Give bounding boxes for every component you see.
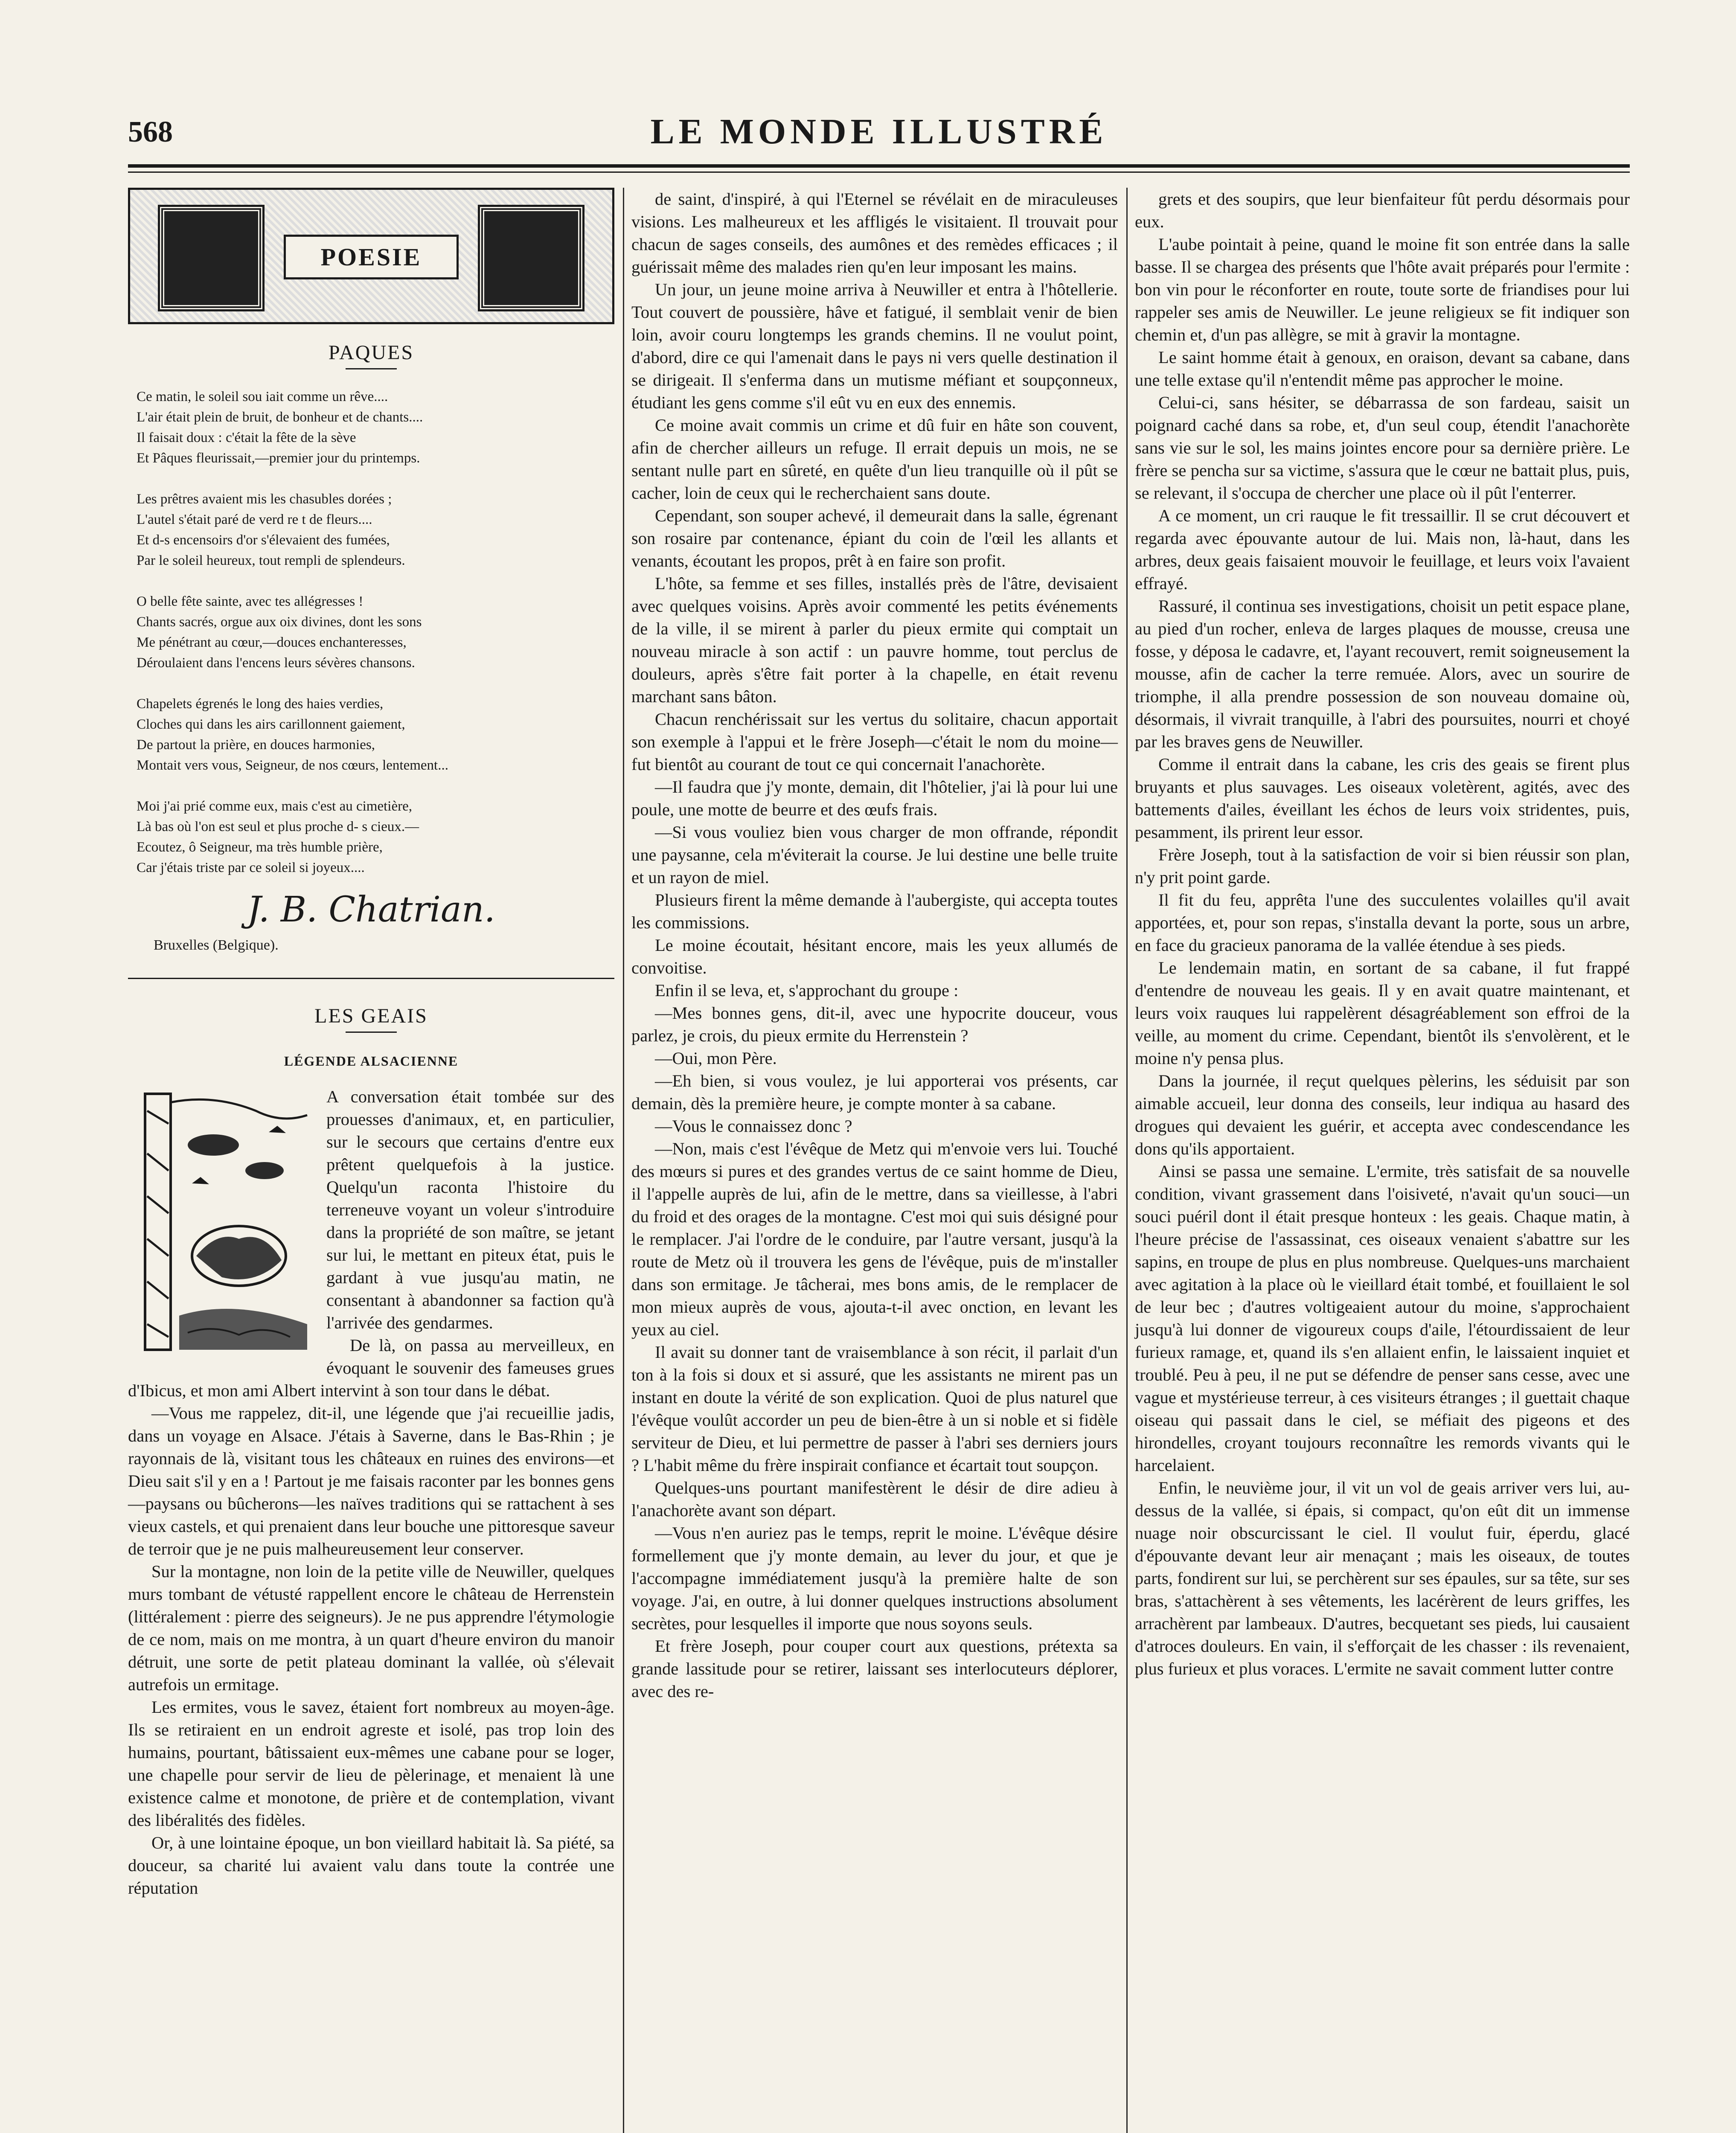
column-divider <box>623 188 624 2133</box>
story-text-col3 <box>1135 188 1630 1680</box>
paragraph: —Non, mais c'est l'évêque de Metz qui m'envoie vers lui. Touché des mœurs si pures et des grandes vertus de ce saint homme de Dieu, il l'appelle auprès de lui, afin de le mettre, dans sa vieillesse, à l'abri du froid et des orages de la montagne. C'est moi qui suis désigné pour le remplacer. J'ai l'ordre de le conduire, par l'autre versant, jusqu'à la route de Metz où il trouvera les gens de l'évêque, puis de m'installer dans son ermitage. Je tâcherai, mes bons amis, de le remplacer de mon mieux auprès de vous, ajouta-t-il avec onction, en levant les yeux au ciel. <box>631 1139 1118 1339</box>
paragraph: —Vous n'en auriez pas le temps, reprit le moine. L'évêque désire formellement que j'y monte demain, au lever du jour, et que je l'accompagne immédiatement jusqu'à la première halte de son voyage. J'ai, en outre, à lui donner quelques instructions absolument secrètes, pour lesquelles il importe que nous soyons seuls. <box>631 1523 1118 1633</box>
masthead: LE MONDE ILLUSTRÉ <box>650 112 1108 151</box>
paragraph: Quelques-uns pourtant manifestèrent le désir de dire adieu à l'anachorète avant son départ. <box>631 1478 1118 1520</box>
paragraph: Le saint homme était à genoux, en oraison, devant sa cabane, dans une telle extase qu'il n'entendit même pas approcher le moine. <box>1135 348 1630 389</box>
paragraph: —Si vous vouliez bien vous charger de mon offrande, répondit une paysanne, cela m'éviterait la course. Je lui destine une belle truite et un rayon de miel. <box>631 822 1118 887</box>
poem-stanza <box>128 489 614 571</box>
story-subtitle: LÉGENDE ALSACIENNE <box>284 1053 459 1069</box>
poesie-banner <box>128 188 614 324</box>
paragraph: —Eh bien, si vous voulez, je lui apporterai vos présents, car demain, dès la première heure, je compte monter à sa cabane. <box>631 1071 1118 1113</box>
title-rule <box>346 1032 397 1033</box>
poem-line: Déroulaient dans l'encens leurs sévères chansons. <box>137 655 415 671</box>
paragraph: Un jour, un jeune moine arriva à Neuwiller et entra à l'hôtellerie. Tout couvert de poussière, hâve et fatigué, il semblait venir de bien loin, avoir couru longtemps les grands chemins. Il ne voulut point, d'abord, dire ce qui l'amenait dans le pays ni vers quelle destination il se dirigeait. Il s'enferma dans un mutisme méfiant et soupçonneux, étudiant les gens comme s'il eût vu en eux des ennemis. <box>631 280 1118 412</box>
paragraph: A conversation était tombée sur des prouesses d'animaux, et, en particulier, sur le secours que certains d'entre eux prêtent quelquefois à la justice. Quelqu'un raconta l'histoire du terreneuve voyant un voleur s'introduire dans la propriété de son maître, se jetant sur lui, le mettant en piteux état, puis le gardant à vue jusqu'au matin, ne consentant à abandonner sa faction qu'à l'arrivée des gendarmes. <box>326 1087 614 1332</box>
paragraph: Cependant, son souper achevé, il demeurait dans la salle, égrenant son rosaire par contenance, épiant du coin de l'œil les allants et venants, écoutant les propos, prêt à en faire son profit. <box>631 506 1118 570</box>
poem-line: Il faisait doux : c'était la fête de la sève <box>137 430 356 445</box>
story-title: LES GEAIS <box>314 1005 428 1027</box>
paragraph: Chacun renchérissait sur les vertus du solitaire, chacun apportait son exemple à l'appui et le frère Joseph—c'était le nom du moine—fut bientôt au courant de tout ce qui concernait l'anachorète. <box>631 709 1118 774</box>
paragraph: —Vous me rappelez, dit-il, une légende que j'ai recueillie jadis, dans un voyage en Alsace. J'étais à Saverne, dans le Bas-Rhin ; je rayonnais de là, visitant tous les châteaux en ruines des environs—et Dieu sait s'il y en a ! Partout je me faisais raconter par les bonnes gens—paysans ou bûcherons—les naïves traditions qui se rattachent à ses vieux castels, et qui prenaient dans leur bouche une pittoresque saveur de terroir que je ne puis malheureusement leur conserver. <box>128 1404 614 1558</box>
page-number: 568 <box>128 116 173 148</box>
paragraph: Le lendemain matin, en sortant de sa cabane, il fut frappé d'entendre de nouveau les geais. Il y en avait quatre maintenant, et leurs voix rauques lui rappelèrent désagréablement son effroi de la veille, au moment du crime. Cependant, bientôt ils s'envolèrent, et le moine n'y pensa plus. <box>1135 958 1630 1068</box>
paragraph: Enfin il se leva, et, s'approchant du groupe : <box>655 981 959 1000</box>
ornament-right-icon <box>480 207 582 309</box>
column-1 <box>128 188 614 1899</box>
poem-line: L'air était plein de bruit, de bonheur et de chants.... <box>137 410 423 425</box>
paragraph: Sur la montagne, non loin de la petite ville de Neuwiller, quelques murs tombant de vétusté rappellent encore le château de Herrenstein (littéralement : pierre des seigneurs). Je ne pus apprendre l'étymologie de ce nom, mais on me montra, à un quart d'heure environ du manoir détruit, une sorte de petit plateau dominant la vallée, où s'élevait autrefois un ermitage. <box>128 1562 614 1694</box>
poem-line: Ecoutez, ô Seigneur, ma très humble prière, <box>137 840 383 855</box>
paragraph: De là, on passa au merveilleux, en évoquant le souvenir des fameuses grues d'Ibicus, et mon ami Albert intervint à son tour dans le débat. <box>128 1336 614 1400</box>
poem-line: Me pénétrant au cœur,—douces enchanteresses, <box>137 635 407 650</box>
signature: J. B. Chatrian. <box>247 889 495 930</box>
poem-stanza <box>128 796 614 878</box>
paragraph: Il avait su donner tant de vraisemblance à son récit, il parlait d'un ton à la fois si doux et si assuré, que les assistants ne mirent pas un instant en doute la vérité de son explication. Quoi de plus naturel que l'évêque voulût accorder un peu de bien-être à un si noble et si fidèle serviteur de Dieu, et lui permettre de passer à l'abri ses derniers jours ? L'habit même du frère inspirait confiance et écartait tout soupçon. <box>631 1343 1118 1475</box>
paragraph: L'aube pointait à peine, quand le moine fit son entrée dans la salle basse. Il se chargea des présents que l'hôte avait préparés pour l'ermite : bon vin pour le réconforter en route, toute sorte de friandises pour lui rappeler ses amis de Neuwiller. Le jeune religieux se fit indiquer son chemin et, d'un pas allègre, se mit à gravir la montagne. <box>1135 235 1630 344</box>
poem-line: Et d-s encensoirs d'or s'élevaient des fumées, <box>137 532 390 548</box>
paragraph: —Vous le connaissez donc ? <box>655 1116 852 1136</box>
paragraph: Les ermites, vous le savez, étaient fort nombreux au moyen-âge. Ils se retiraient en un endroit agreste et isolé, pas trop loin des humains, pourtant, bâtissaient eux-mêmes une cabane pour se loger, une chapelle pour servir de lieu de pèlerinage, et menaient là une existence calme et monotone, de prière et de contemplation, vivant des libéralités des fidèles. <box>128 1697 614 1830</box>
poem-stanza <box>128 694 614 776</box>
paragraph: Le moine écoutait, hésitant encore, mais les yeux allumés de convoitise. <box>631 936 1118 977</box>
column-divider <box>1126 188 1128 2133</box>
paragraph: de saint, d'inspiré, à qui l'Eternel se révélait en de miraculeuses visions. Les malheureux et les affligés le visitaient. Il trouvait pour chacun de sages conseils, des aumônes et des remèdes efficaces ; il guérissait même des malades rien qu'en leur imposant les mains. <box>631 189 1118 276</box>
place-line: Bruxelles (Belgique). <box>154 937 279 953</box>
paragraph: grets et des soupirs, que leur bienfaiteur fût perdu désormais pour eux. <box>1135 189 1630 231</box>
poesie-label: POESIE <box>284 235 459 279</box>
poem-line: Les prêtres avaient mis les chasubles dorées ; <box>137 491 392 507</box>
poem <box>128 386 614 878</box>
paragraph: Comme il entrait dans la cabane, les cris des geais se firent plus bruyants et plus sauvages. Les oiseaux voletèrent, agités, avec des battements d'ailes, éveillant les échos de leurs voix stridentes, puis, pesamment, ils prirent leur essor. <box>1135 755 1630 842</box>
poem-line: Chants sacrés, orgue aux oix divines, dont les sons <box>137 614 422 630</box>
poem-line: O belle fête sainte, avec tes allégresses ! <box>137 594 363 609</box>
paragraph: —Oui, mon Père. <box>655 1049 777 1068</box>
paragraph: Celui-ci, sans hésiter, se débarrassa de son fardeau, saisit un poignard caché dans sa robe, et, d'un seul coup, étendit l'anachorète sans vie sur le sol, les mains jointes encore pour sa dernière prière. Le frère se pencha sur sa victime, s'assura que le cœur ne battait plus, puis, se relevant, il s'occupa de chercher une place où il pût l'enterrer. <box>1135 393 1630 503</box>
header-rule <box>128 164 1630 168</box>
page-header <box>128 107 1630 158</box>
tree-illustration-icon <box>128 1085 316 1363</box>
section-separator <box>128 978 614 979</box>
paragraph: —Il faudra que j'y monte, demain, dit l'hôtelier, j'ai là pour lui une poule, une motte de beurre et des œufs frais. <box>631 777 1118 819</box>
paragraph: Ainsi se passa une semaine. L'ermite, très satisfait de sa nouvelle condition, vivant grassement dans l'oisiveté, n'avait qu'un souci—un souci puéril dont il était presque honteux : les geais. Chaque matin, à l'heure précise de l'assassinat, ces oiseaux venaient s'abattre sur les sapins, en troupe de plus en plus nombreuse. Quelques-uns marchaient avec agitation à la place où le vieillard était tombé, et fouillaient le sol de leur bec ; d'autres voltigeaient autour du moine, s'approchaient jusqu'à lui donner de vigoureux coups d'aile, l'étourdissaient de leur furieux ramage, et, quand ils s'en allaient enfin, le laissaient inquiet et troublé. Peu à peu, il ne put se défendre de penser sans cesse, avec une vague et mystérieuse terreur, à ces visiteurs étranges ; il guettait chaque oiseau qui passait dans le ciel, se méfiait des pigeons et des hirondelles, croyant toujours reconnaître les remords vivants qui le harcelaient. <box>1135 1162 1630 1475</box>
paragraph: Ce moine avait commis un crime et dû fuir en hâte son couvent, afin de chercher ailleurs un refuge. Il errait depuis un mois, ne se sentant nulle part en sûreté, en quête d'un lieu tranquille où il pût se cacher, loin de ceux qui le recherchaient sans doute. <box>631 416 1118 503</box>
poem-line: Moi j'ai prié comme eux, mais c'est au cimetière, <box>137 799 412 814</box>
paragraph: Rassuré, il continua ses investigations, choisit un petit espace plane, au pied d'un rocher, enleva de larges plaques de mousse, creusa une fosse, y déposa le cadavre, et, l'ayant recouvert, remit soigneusement la mousse, afin de cacher la terre remuée. Alors, avec un sourire de triomphe, il alla prendre possession de son nouveau domaine où, désormais, il vivrait tranquille, à l'abri des poursuites, nourri et choyé par les braves gens de Neuwiller. <box>1135 596 1630 751</box>
paragraph: —Mes bonnes gens, dit-il, avec une hypocrite douceur, vous parlez, je crois, du pieux ermite du Herrenstein ? <box>631 1003 1118 1045</box>
poem-line: Chapelets égrenés le long des haies verdies, <box>137 696 384 712</box>
title-rule <box>346 368 397 369</box>
poem-line: L'autel s'était paré de verd re t de fleurs.... <box>137 512 372 527</box>
story-text-col2 <box>631 188 1118 1703</box>
poem-stanza <box>128 591 614 673</box>
paragraph: Plusieurs firent la même demande à l'aubergiste, qui accepta toutes les commissions. <box>631 890 1118 932</box>
poem-line: Ce matin, le soleil sou iait comme un rêve.... <box>137 389 388 404</box>
paragraph: Dans la journée, il reçut quelques pèlerins, les séduisit par son aimable accueil, leur donna des conseils, leur indiqua au hasard des drogues qui devaient les guérir, et accepta avec condescendance les dons qu'ils apportaient. <box>1135 1071 1630 1158</box>
poem-line: Montait vers vous, Seigneur, de nos cœurs, lentement... <box>137 758 448 773</box>
poem-line: Par le soleil heureux, tout rempli de splendeurs. <box>137 553 405 568</box>
paragraph: Enfin, le neuvième jour, il vit un vol de geais arriver vers lui, au-dessus de la vallée, si épais, si compact, qu'on eût dit un immense nuage noir obscurcissant le ciel. Il voulut fuir, éperdu, glacé d'épouvante devant leur air menaçant ; mais les oiseaux, de toutes parts, fondirent sur lui, se perchèrent sur ses épaules, sur sa tête, sur ses bras, s'attachèrent à ses vêtements, les lacérèrent de leurs griffes, les arrachèrent par lambeaux. D'autres, becquetant ses pieds, lui causaient d'atroces douleurs. En vain, il s'efforçait de les chasser : ils revenaient, plus furieux et plus voraces. L'ermite ne savait comment lutter contre <box>1135 1478 1630 1678</box>
poem-line: De partout la prière, en douces harmonies, <box>137 737 375 753</box>
column-3 <box>1135 188 1630 1680</box>
paragraph: L'hôte, sa femme et ses filles, installés près de l'âtre, devisaient avec quelques voisins. Après avoir commenté les petits événements de la ville, il se mirent à parler du pieux ermite qui comptait un nouveau miracle à son actif : un pauvre homme, tout perclus de douleurs, après s'être fait porter à la chapelle, en était revenu marchant sans bâton. <box>631 574 1118 706</box>
paragraph: Et frère Joseph, pour couper court aux questions, prétexta sa grande lassitude pour se retirer, laissant ses interlocuteurs déplorer, avec des re- <box>631 1636 1118 1701</box>
poem-stanza <box>128 386 614 468</box>
paragraph: Or, à une lointaine époque, un bon vieillard habitait là. Sa piété, sa douceur, sa charité lui avaient valu dans toute la contrée une réputation <box>128 1833 614 1898</box>
poem-line: Cloches qui dans les airs carillonnent gaiement, <box>137 717 405 732</box>
dropcap-illustration <box>128 1085 316 1363</box>
ornament-left-icon <box>160 207 262 309</box>
poem-title: PAQUES <box>328 341 414 364</box>
paragraph: Il fit du feu, apprêta l'une des succulentes volailles qu'il avait apportées, et, pour son repas, s'installa devant la porte, sous un arbre, en face du gracieux panorama de la vallée étendue à ses pieds. <box>1135 890 1630 955</box>
paragraph: Frère Joseph, tout à la satisfaction de voir si bien réussir son plan, n'y prit point garde. <box>1135 845 1630 887</box>
poem-line: Là bas où l'on est seul et plus proche d- s cieux.— <box>137 819 419 834</box>
paragraph: A ce moment, un cri rauque le fit tressaillir. Il se crut découvert et regarda avec épouvante autour de lui. Mais non, là-haut, dans les arbres, deux geais faisaient mouvoir le feuillage, et leurs voix l'avaient effrayé. <box>1135 506 1630 593</box>
column-2 <box>631 188 1118 1703</box>
poem-line: Car j'étais triste par ce soleil si joyeux.... <box>137 860 365 875</box>
header-rule-thin <box>128 171 1630 173</box>
poem-line: Et Pâques fleurissait,—premier jour du printemps. <box>137 450 420 466</box>
